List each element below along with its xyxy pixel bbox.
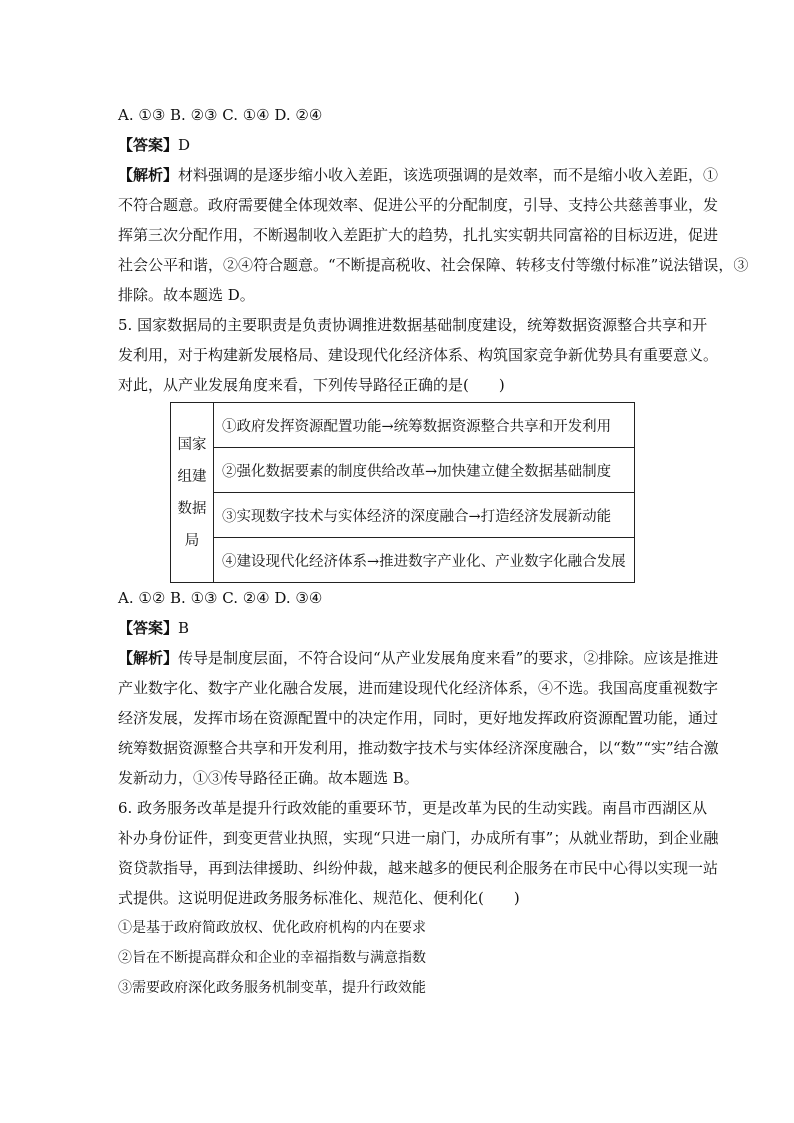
q4-analysis-line-3: 挥第三次分配作用，不断遏制收入差距扩大的趋势，扎扎实实朝共同富裕的目标迈进，促进 <box>118 226 719 244</box>
q5-analysis-line-4: 统筹数据资源整合共享和开发利用，推动数字技术与实体经济深度融合，以“数”“实”结合激 <box>118 739 719 757</box>
q6-stem-line-3: 资贷款指导，再到法律援助、纠纷仲裁，越来越多的便民利企服务在市民中心得以实现一站 <box>118 859 719 877</box>
q5-analysis-line-5: 发新动力，①③传导路径正确。故本题选 B。 <box>118 769 419 787</box>
q5-analysis-line-2: 产业数字化、数字产业化融合发展，进而建设现代化经济体系，④不选。我国高度重视数字 <box>118 679 719 697</box>
q4-analysis-line-5: 排除。故本题选 D。 <box>118 286 255 304</box>
answer-value: B <box>178 619 190 637</box>
q4-answer <box>118 130 688 160</box>
q6-choice-1: ①是基于政府简政放权、优化政府机构的内在要求 <box>118 920 426 936</box>
q4-analysis-line-4: 社会公平和谐，②④符合题意。“不断提高税收、社会保障、转移支付等缴付标准”说法错误，③ <box>118 256 749 274</box>
table-row-2: ②强化数据要素的制度供给改革→加快建立健全数据基础制度 <box>214 448 635 493</box>
q6-stem-line-2: 补办身份证件，到变更营业执照，实现“只进一扇门，办成所有事”；从就业帮助，到企业融 <box>118 829 719 847</box>
q5-stem-line-2: 发利用，对于构建新发展格局、建设现代化经济体系、构筑国家竞争新优势具有重要意义。 <box>118 346 719 364</box>
answer-label: 【答案】 <box>118 136 179 154</box>
q6-choice-3: ③需要政府深化政务服务机制变革，提升行政效能 <box>118 980 426 996</box>
answer-value: D <box>178 136 191 154</box>
q5-stem-line-1: 5. 国家数据局的主要职责是负责协调推进数据基础制度建设，统筹数据资源整合共享和开 <box>118 316 708 334</box>
q5-options: A. ①② B. ①③ C. ②④ D. ③④ <box>118 589 323 607</box>
analysis-label: 【解析】 <box>118 649 179 667</box>
q5-analysis-line-3: 经济发展，发挥市场在资源配置中的决定作用，同时，更好地发挥政府资源配置功能，通过 <box>118 709 719 727</box>
q5-diagram-table <box>170 402 688 583</box>
analysis-label: 【解析】 <box>118 166 179 184</box>
q5-analysis-line-1: 【解析】传导是制度层面，不符合设问“从产业发展角度来看”的要求，②排除。应该是推进 <box>118 649 719 667</box>
q6-stem-line-1: 6. 政务服务改革是提升行政效能的重要环节，更是改革为民的生动实践。南昌市西湖区从 <box>118 799 708 817</box>
table-row-4: ④建设现代化经济体系→推进数字产业化、产业数字化融合发展 <box>214 538 635 583</box>
answer-label: 【答案】 <box>118 619 179 637</box>
document-page <box>118 100 749 1003</box>
table-row-1: ①政府发挥资源配置功能→统筹数据资源整合共享和开发利用 <box>214 403 635 448</box>
q4-analysis-line-2: 不符合题意。政府需要健全体现效率、促进公平的分配制度，引导、支持公共慈善事业，发 <box>118 196 719 214</box>
q4-options: A. ①③ B. ②③ C. ①④ D. ②④ <box>118 106 323 124</box>
table-head-cell: 国家 组建 数据 局 <box>171 403 214 583</box>
q6-stem-line-4: 式提供。这说明促进政务服务标准化、规范化、便利化( ) <box>118 889 520 907</box>
q5-answer <box>118 613 688 643</box>
q4-analysis-line-1: 【解析】材料强调的是逐步缩小收入差距，该选项强调的是效率，而不是缩小收入差距，① <box>118 166 719 184</box>
q6-choice-2: ②旨在不断提高群众和企业的幸福指数与满意指数 <box>118 950 426 966</box>
q5-stem-line-3: 对此，从产业发展角度来看，下列传导路径正确的是( ) <box>118 376 505 394</box>
table-row-3: ③实现数字技术与实体经济的深度融合→打造经济发展新动能 <box>214 493 635 538</box>
